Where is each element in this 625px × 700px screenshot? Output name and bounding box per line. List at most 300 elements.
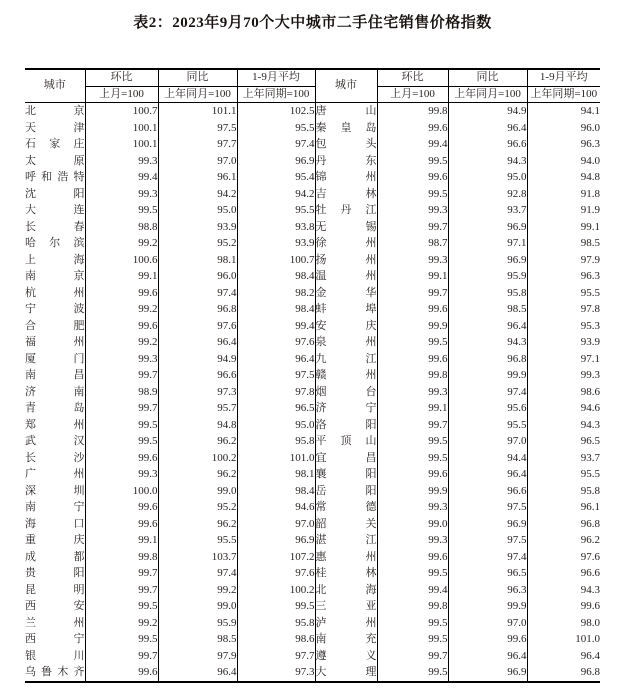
city-cell-left: 长春 <box>25 220 85 233</box>
mom-cell-right: 99.1 <box>377 268 448 285</box>
yoy-cell-left: 97.7 <box>158 136 237 153</box>
mom-cell-left: 99.7 <box>85 582 158 599</box>
mom-cell-right: 99.6 <box>377 169 448 186</box>
avg-cell-right: 95.5 <box>527 466 600 483</box>
table-row <box>25 549 600 566</box>
mom-cell-right: 99.9 <box>377 318 448 335</box>
yoy-cell-left: 100.2 <box>158 450 237 467</box>
avg-cell-right: 96.2 <box>527 532 600 549</box>
city-cell-right: 赣州 <box>315 367 377 384</box>
city-cell-left: 西宁 <box>25 633 85 645</box>
mom-cell-left: 99.7 <box>85 648 158 665</box>
mom-cell-left: 100.7 <box>85 103 158 120</box>
mom-cell-left: 99.5 <box>85 598 158 615</box>
avg-cell-left: 97.5 <box>237 367 315 384</box>
city-cell-left: 福州 <box>25 336 85 348</box>
mom-cell-right: 99.6 <box>377 351 448 368</box>
city-cell-right: 包头 <box>315 136 377 153</box>
yoy-cell-right: 95.8 <box>448 285 527 302</box>
table-row <box>25 615 600 632</box>
avg-cell-right: 96.3 <box>527 136 600 153</box>
yoy-cell-right: 97.5 <box>448 532 527 549</box>
city-cell-right: 金华 <box>315 285 377 302</box>
avg-cell-right: 94.8 <box>527 169 600 186</box>
yoy-cell-left: 96.6 <box>158 367 237 384</box>
avg-cell-left: 96.5 <box>237 400 315 417</box>
avg-cell-right: 95.8 <box>527 483 600 500</box>
mom-cell-left: 99.5 <box>85 417 158 434</box>
city-cell-right: 泸州 <box>315 615 377 632</box>
yoy-cell-right: 98.5 <box>448 301 527 318</box>
yoy-cell-left: 94.8 <box>158 417 237 434</box>
table-row <box>25 186 600 203</box>
table-row <box>25 136 600 153</box>
yoy-cell-left: 99.0 <box>158 483 237 500</box>
avg-cell-right: 93.7 <box>527 450 600 467</box>
mom-cell-left: 99.5 <box>85 631 158 648</box>
header-yoy-base-left: 上年同月=100 <box>158 86 237 103</box>
avg-cell-right: 96.4 <box>527 648 600 665</box>
table-row <box>25 285 600 302</box>
mom-cell-left: 99.2 <box>85 301 158 318</box>
yoy-cell-left: 101.1 <box>158 103 237 120</box>
avg-cell-left: 98.4 <box>237 301 315 318</box>
mom-cell-left: 99.4 <box>85 169 158 186</box>
city-cell-left: 天津 <box>25 121 85 134</box>
city-cell-left: 重庆 <box>25 534 85 546</box>
city-cell-left: 厦门 <box>25 352 85 365</box>
table-row <box>25 120 600 137</box>
yoy-cell-left: 96.8 <box>158 301 237 318</box>
mom-cell-left: 99.5 <box>85 433 158 450</box>
yoy-cell-right: 95.6 <box>448 400 527 417</box>
avg-cell-left: 94.2 <box>237 186 315 203</box>
avg-cell-left: 97.6 <box>237 334 315 351</box>
yoy-cell-left: 95.2 <box>158 235 237 252</box>
yoy-cell-right: 99.9 <box>448 367 527 384</box>
avg-cell-right: 99.3 <box>527 367 600 384</box>
mom-cell-left: 99.8 <box>85 549 158 566</box>
header-city-right: 城市 <box>315 69 377 103</box>
avg-cell-right: 98.0 <box>527 615 600 632</box>
city-cell-right: 岳阳 <box>315 483 377 500</box>
mom-cell-right: 99.3 <box>377 202 448 219</box>
city-cell-right: 蚌埠 <box>315 301 377 318</box>
avg-cell-right: 99.6 <box>527 598 600 615</box>
yoy-cell-left: 96.2 <box>158 433 237 450</box>
yoy-cell-right: 96.9 <box>448 252 527 269</box>
city-cell-right: 唐山 <box>315 103 377 120</box>
header-mom-base-left: 上月=100 <box>85 86 158 103</box>
avg-cell-left: 100.2 <box>237 582 315 599</box>
yoy-cell-left: 96.4 <box>158 664 237 682</box>
avg-cell-left: 99.5 <box>237 598 315 615</box>
mom-cell-left: 99.6 <box>85 450 158 467</box>
yoy-cell-right: 96.8 <box>448 351 527 368</box>
table-row <box>25 351 600 368</box>
mom-cell-right: 98.7 <box>377 235 448 252</box>
yoy-cell-left: 97.0 <box>158 153 237 170</box>
mom-cell-right: 99.3 <box>377 384 448 401</box>
yoy-cell-left: 97.6 <box>158 318 237 335</box>
table-row <box>25 318 600 335</box>
avg-cell-right: 96.8 <box>527 516 600 533</box>
mom-cell-right: 99.7 <box>377 417 448 434</box>
city-cell-left: 上海 <box>25 253 85 266</box>
yoy-cell-left: 95.5 <box>158 532 237 549</box>
yoy-cell-right: 96.9 <box>448 219 527 236</box>
yoy-cell-right: 94.4 <box>448 450 527 467</box>
avg-cell-left: 97.4 <box>237 136 315 153</box>
city-cell-left: 太原 <box>25 154 85 167</box>
table-row <box>25 532 600 549</box>
mom-cell-right: 99.5 <box>377 615 448 632</box>
mom-cell-right: 99.0 <box>377 516 448 533</box>
mom-cell-left: 99.7 <box>85 565 158 582</box>
mom-cell-right: 99.6 <box>377 466 448 483</box>
yoy-cell-right: 99.6 <box>448 631 527 648</box>
avg-cell-left: 96.9 <box>237 153 315 170</box>
yoy-cell-left: 94.9 <box>158 351 237 368</box>
city-cell-right: 扬州 <box>315 252 377 269</box>
city-cell-left: 昆明 <box>25 583 85 596</box>
mom-cell-right: 99.3 <box>377 499 448 516</box>
city-cell-right: 锦州 <box>315 169 377 186</box>
city-cell-right: 洛阳 <box>315 417 377 434</box>
yoy-cell-right: 95.5 <box>448 417 527 434</box>
city-cell-right: 无锡 <box>315 219 377 236</box>
city-cell-left: 宁波 <box>25 303 85 315</box>
avg-cell-right: 91.9 <box>527 202 600 219</box>
city-cell-right: 烟台 <box>315 384 377 401</box>
avg-cell-right: 94.0 <box>527 153 600 170</box>
mom-cell-right: 99.5 <box>377 186 448 203</box>
avg-cell-left: 96.4 <box>237 351 315 368</box>
city-cell-left: 济南 <box>25 385 85 398</box>
yoy-cell-right: 94.3 <box>448 334 527 351</box>
yoy-cell-right: 96.4 <box>448 648 527 665</box>
city-cell-left: 广州 <box>25 468 85 480</box>
city-cell-right: 韶关 <box>315 516 377 533</box>
city-cell-right: 宜昌 <box>315 450 377 467</box>
avg-cell-left: 102.5 <box>237 103 315 120</box>
mom-cell-right: 99.7 <box>377 648 448 665</box>
avg-cell-left: 96.9 <box>237 532 315 549</box>
yoy-cell-right: 96.6 <box>448 136 527 153</box>
table-row <box>25 664 600 682</box>
table-row <box>25 433 600 450</box>
yoy-cell-left: 97.9 <box>158 648 237 665</box>
mom-cell-left: 100.1 <box>85 136 158 153</box>
city-cell-right: 吉林 <box>315 186 377 203</box>
yoy-cell-right: 94.9 <box>448 103 527 120</box>
mom-cell-right: 99.9 <box>377 483 448 500</box>
table-row <box>25 103 600 120</box>
yoy-cell-left: 95.2 <box>158 499 237 516</box>
mom-cell-left: 99.2 <box>85 334 158 351</box>
city-cell-left: 银川 <box>25 649 85 662</box>
avg-cell-right: 91.8 <box>527 186 600 203</box>
yoy-cell-right: 97.5 <box>448 499 527 516</box>
yoy-cell-right: 96.9 <box>448 664 527 682</box>
avg-cell-left: 97.8 <box>237 384 315 401</box>
city-cell-left: 合肥 <box>25 319 85 332</box>
city-cell-left: 青岛 <box>25 402 85 414</box>
city-cell-right: 大理 <box>315 664 377 682</box>
avg-cell-right: 96.1 <box>527 499 600 516</box>
city-cell-right: 遵义 <box>315 648 377 665</box>
yoy-cell-right: 97.1 <box>448 235 527 252</box>
avg-cell-right: 95.5 <box>527 285 600 302</box>
header-avg-base-left: 上年同期=100 <box>237 86 315 103</box>
city-cell-left: 深圳 <box>25 484 85 497</box>
mom-cell-right: 99.8 <box>377 367 448 384</box>
mom-cell-left: 99.3 <box>85 351 158 368</box>
yoy-cell-left: 98.5 <box>158 631 237 648</box>
mom-cell-left: 100.6 <box>85 252 158 269</box>
city-cell-left: 郑州 <box>25 418 85 431</box>
avg-cell-right: 97.8 <box>527 301 600 318</box>
mom-cell-left: 99.6 <box>85 285 158 302</box>
yoy-cell-left: 95.7 <box>158 400 237 417</box>
yoy-cell-right: 97.4 <box>448 549 527 566</box>
table-row <box>25 648 600 665</box>
city-cell-left: 杭州 <box>25 286 85 299</box>
avg-cell-left: 93.8 <box>237 219 315 236</box>
avg-cell-right: 96.5 <box>527 433 600 450</box>
avg-cell-left: 95.8 <box>237 615 315 632</box>
mom-cell-right: 99.3 <box>377 532 448 549</box>
yoy-cell-left: 99.2 <box>158 582 237 599</box>
mom-cell-right: 99.5 <box>377 631 448 648</box>
mom-cell-left: 99.6 <box>85 516 158 533</box>
mom-cell-left: 100.0 <box>85 483 158 500</box>
header-mom-left: 环比 <box>85 69 158 86</box>
yoy-cell-right: 94.3 <box>448 153 527 170</box>
yoy-cell-left: 97.4 <box>158 285 237 302</box>
header-city-left: 城市 <box>25 69 85 103</box>
yoy-cell-right: 95.9 <box>448 268 527 285</box>
avg-cell-left: 97.7 <box>237 648 315 665</box>
mom-cell-right: 99.8 <box>377 598 448 615</box>
yoy-cell-right: 96.9 <box>448 516 527 533</box>
city-cell-left: 南昌 <box>25 369 85 381</box>
city-cell-right: 常德 <box>315 499 377 516</box>
table-row <box>25 400 600 417</box>
yoy-cell-left: 97.3 <box>158 384 237 401</box>
table-row <box>25 268 600 285</box>
avg-cell-left: 101.0 <box>237 450 315 467</box>
city-cell-left: 北京 <box>25 105 85 117</box>
mom-cell-left: 99.1 <box>85 532 158 549</box>
yoy-cell-left: 94.2 <box>158 186 237 203</box>
mom-cell-right: 99.5 <box>377 450 448 467</box>
table-row <box>25 334 600 351</box>
city-cell-right: 湛江 <box>315 532 377 549</box>
yoy-cell-right: 96.3 <box>448 582 527 599</box>
city-cell-right: 泉州 <box>315 334 377 351</box>
yoy-cell-right: 95.0 <box>448 169 527 186</box>
table-row <box>25 417 600 434</box>
table-row <box>25 252 600 269</box>
avg-cell-right: 96.6 <box>527 565 600 582</box>
avg-cell-right: 94.6 <box>527 400 600 417</box>
avg-cell-left: 100.7 <box>237 252 315 269</box>
yoy-cell-right: 97.0 <box>448 615 527 632</box>
city-cell-right: 南充 <box>315 631 377 648</box>
avg-cell-left: 98.2 <box>237 285 315 302</box>
avg-cell-left: 98.1 <box>237 466 315 483</box>
avg-cell-right: 93.9 <box>527 334 600 351</box>
table-row <box>25 301 600 318</box>
header-avg-left: 1-9月平均 <box>237 69 315 86</box>
mom-cell-left: 99.6 <box>85 499 158 516</box>
mom-cell-left: 98.8 <box>85 219 158 236</box>
avg-cell-left: 98.4 <box>237 483 315 500</box>
city-cell-right: 惠州 <box>315 549 377 566</box>
avg-cell-right: 94.1 <box>527 103 600 120</box>
city-cell-right: 安庆 <box>315 318 377 335</box>
table-row <box>25 565 600 582</box>
header-avg-right: 1-9月平均 <box>527 69 600 86</box>
avg-cell-left: 94.6 <box>237 499 315 516</box>
yoy-cell-right: 96.4 <box>448 120 527 137</box>
header-mom-right: 环比 <box>377 69 448 86</box>
city-cell-right: 九江 <box>315 351 377 368</box>
city-cell-right: 济宁 <box>315 400 377 417</box>
yoy-cell-left: 96.4 <box>158 334 237 351</box>
header-row-2 <box>25 86 600 103</box>
mom-cell-right: 99.4 <box>377 582 448 599</box>
avg-cell-right: 98.6 <box>527 384 600 401</box>
city-cell-left: 沈阳 <box>25 187 85 200</box>
city-cell-left: 兰州 <box>25 616 85 629</box>
avg-cell-right: 96.3 <box>527 268 600 285</box>
city-cell-left: 南宁 <box>25 501 85 513</box>
table-row <box>25 367 600 384</box>
yoy-cell-left: 96.1 <box>158 169 237 186</box>
city-cell-left: 长沙 <box>25 451 85 464</box>
table-row <box>25 450 600 467</box>
avg-cell-right: 98.5 <box>527 235 600 252</box>
table-row <box>25 466 600 483</box>
table-row <box>25 219 600 236</box>
price-index-table <box>25 68 600 683</box>
city-cell-left: 贵阳 <box>25 567 85 579</box>
avg-cell-left: 95.4 <box>237 169 315 186</box>
city-cell-right: 温州 <box>315 268 377 285</box>
header-yoy-base-right: 上年同月=100 <box>448 86 527 103</box>
avg-cell-right: 96.8 <box>527 664 600 682</box>
header-mom-base-right: 上月=100 <box>377 86 448 103</box>
table-row <box>25 499 600 516</box>
city-cell-right: 襄阳 <box>315 466 377 483</box>
mom-cell-right: 99.5 <box>377 664 448 682</box>
city-cell-left: 成都 <box>25 550 85 563</box>
mom-cell-right: 99.7 <box>377 219 448 236</box>
city-cell-left: 哈尔滨 <box>25 237 85 249</box>
city-cell-right: 丹东 <box>315 153 377 170</box>
avg-cell-right: 97.1 <box>527 351 600 368</box>
avg-cell-left: 97.3 <box>237 664 315 682</box>
mom-cell-left: 99.3 <box>85 153 158 170</box>
avg-cell-left: 95.8 <box>237 433 315 450</box>
city-cell-right: 平顶山 <box>315 433 377 450</box>
yoy-cell-left: 96.2 <box>158 466 237 483</box>
avg-cell-left: 95.5 <box>237 202 315 219</box>
yoy-cell-left: 95.0 <box>158 202 237 219</box>
mom-cell-left: 99.7 <box>85 367 158 384</box>
yoy-cell-right: 96.4 <box>448 318 527 335</box>
table-row <box>25 169 600 186</box>
mom-cell-left: 99.6 <box>85 318 158 335</box>
mom-cell-right: 99.6 <box>377 301 448 318</box>
price-index-table-wrapper <box>25 68 600 683</box>
mom-cell-left: 99.1 <box>85 268 158 285</box>
city-cell-right: 徐州 <box>315 235 377 252</box>
mom-cell-left: 99.3 <box>85 186 158 203</box>
city-cell-right: 桂林 <box>315 565 377 582</box>
yoy-cell-right: 93.7 <box>448 202 527 219</box>
mom-cell-left: 99.6 <box>85 664 158 682</box>
yoy-cell-right: 96.6 <box>448 483 527 500</box>
yoy-cell-right: 96.5 <box>448 565 527 582</box>
mom-cell-left: 99.2 <box>85 235 158 252</box>
mom-cell-right: 99.4 <box>377 136 448 153</box>
mom-cell-right: 99.8 <box>377 103 448 120</box>
yoy-cell-left: 97.4 <box>158 565 237 582</box>
mom-cell-right: 99.3 <box>377 252 448 269</box>
table-row <box>25 153 600 170</box>
yoy-cell-left: 93.9 <box>158 219 237 236</box>
yoy-cell-right: 99.9 <box>448 598 527 615</box>
city-cell-left: 乌鲁木齐 <box>25 666 85 678</box>
mom-cell-right: 99.5 <box>377 433 448 450</box>
avg-cell-left: 107.2 <box>237 549 315 566</box>
header-yoy-right: 同比 <box>448 69 527 86</box>
mom-cell-right: 99.6 <box>377 549 448 566</box>
avg-cell-right: 95.3 <box>527 318 600 335</box>
avg-cell-right: 97.9 <box>527 252 600 269</box>
avg-cell-left: 93.9 <box>237 235 315 252</box>
yoy-cell-right: 97.4 <box>448 384 527 401</box>
mom-cell-right: 99.5 <box>377 153 448 170</box>
yoy-cell-left: 96.2 <box>158 516 237 533</box>
city-cell-right: 北海 <box>315 582 377 599</box>
mom-cell-right: 99.6 <box>377 120 448 137</box>
mom-cell-right: 99.5 <box>377 565 448 582</box>
city-cell-right: 牡丹江 <box>315 202 377 219</box>
avg-cell-left: 95.5 <box>237 120 315 137</box>
yoy-cell-left: 95.9 <box>158 615 237 632</box>
avg-cell-left: 98.6 <box>237 631 315 648</box>
header-yoy-left: 同比 <box>158 69 237 86</box>
avg-cell-right: 96.0 <box>527 120 600 137</box>
table-row <box>25 235 600 252</box>
yoy-cell-right: 96.4 <box>448 466 527 483</box>
table-row <box>25 598 600 615</box>
avg-cell-left: 98.4 <box>237 268 315 285</box>
mom-cell-right: 99.1 <box>377 400 448 417</box>
mom-cell-left: 99.7 <box>85 400 158 417</box>
table-row <box>25 202 600 219</box>
city-cell-left: 西安 <box>25 600 85 612</box>
yoy-cell-left: 98.1 <box>158 252 237 269</box>
mom-cell-right: 99.7 <box>377 285 448 302</box>
yoy-cell-left: 103.7 <box>158 549 237 566</box>
yoy-cell-left: 96.0 <box>158 268 237 285</box>
avg-cell-right: 97.6 <box>527 549 600 566</box>
